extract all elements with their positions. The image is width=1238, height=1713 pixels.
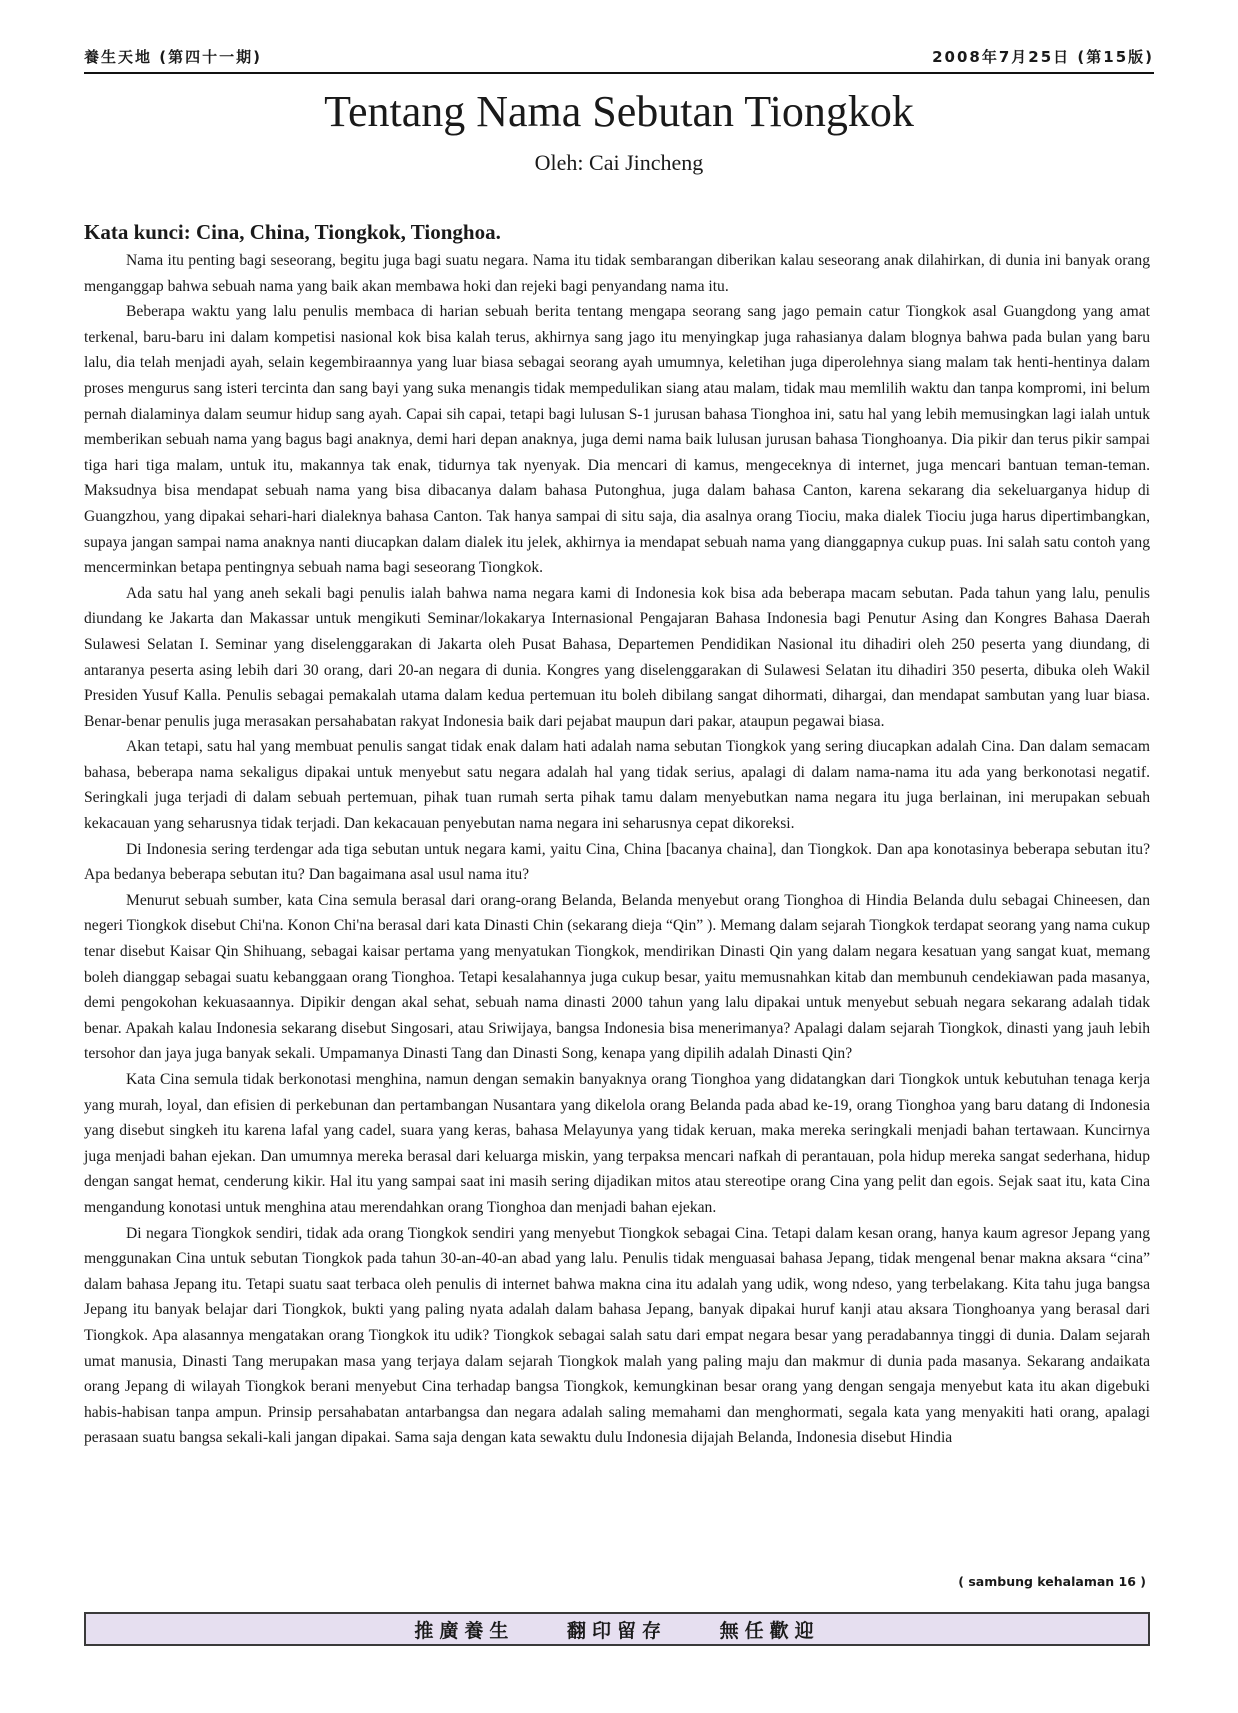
paragraph: Ada satu hal yang aneh sekali bagi penulis ialah bahwa nama negara kami di Indonesia kok bisa ada beberapa macam sebutan. Pada tahun yang lalu, penulis diundang ke Jakarta dan Makassar untuk mengikuti Seminar/lokakarya Internasional Pengajaran Bahasa Indonesia bagi Penutur Asing dan Kongres Bahasa Daerah Sulawesi Selatan I. Seminar yang diselenggarakan di Jakarta oleh Pusat Bahasa, Departemen Pendidikan Nasional itu dihadiri oleh 250 peserta yang diundang, di antaranya peserta asing lebih dari 30 orang, dari 20-an negara di dunia. Kongres yang diselenggarakan di Sulawesi Selatan itu dihadiri 350 peserta, dibuka oleh Wakil Presiden Yusuf Kalla. Penulis sebagai pemakalah utama dalam kedua pertemuan itu boleh dibilang sangat dihormati, dihargai, dan mendapat sambutan yang luar biasa. Benar-benar penulis juga merasakan persahabatan rakyat Indonesia baik dari pejabat maupun dari pakar, ataupun pegawai biasa.: [84, 584, 1150, 730]
article-body: [84, 218, 1150, 1451]
publication-date: 2008年7月25日 (第15版): [932, 48, 1154, 66]
article-title: Tentang Nama Sebutan Tiongkok: [324, 87, 914, 136]
paragraph: Akan tetapi, satu hal yang membuat penulis sangat tidak enak dalam hati adalah nama sebutan Tiongkok yang sering diucapkan adalah Cina. Dan dalam semacam bahasa, beberapa nama sekaligus dipakai untuk menyebut satu negara adalah hal yang tidak serius, apalagi di dalam nama-nama itu ada yang berkonotasi negatif. Seringkali juga terjadi di dalam sebuah pertemuan, pihak tuan rumah serta pihak tamu dalam menyebutkan nama negara itu juga berlainan, ini merupakan sebuah kekacauan yang seharusnya tidak terjadi. Dan kekacauan penyebutan nama negara ini seharusnya cepat dikoreksi.: [84, 738, 1150, 833]
page-header: [84, 42, 1154, 74]
paragraph: Beberapa waktu yang lalu penulis membaca di harian sebuah berita tentang mengapa seorang sang jago pemain catur Tiongkok asal Guangdong yang amat terkenal, baru-baru ini dalam kompetisi nasional kok bisa kalah terus, akhirnya sang jago itu menyingkap juga rahasianya dalam blognya bahwa pada bulan yang baru lalu, dia telah menjadi ayah, selain kegembiraannya yang luar biasa sebagai seorang ayah umumnya, keletihan juga diperolehnya siang malam tak henti-hentinya dalam proses mengurus sang isteri tercinta dan sang bayi yang suka menangis tidak mempedulikan siang atau malam, tidak mau memlilih waktu dan tanpa kompromi, ini belum pernah dialaminya dalam seumur hidup sang ayah. Capai sih capai, tetapi bagi lulusan S-1 jurusan bahasa Tionghoa ini, satu hal yang lebih memusingkan lagi ialah untuk memberikan sebuah nama yang bagus bagi anaknya, demi hari depan anaknya, juga demi nama baik lulusan jurusan bahasa Tionghoanya. Dia pikir dan terus pikir sampai tiga hari tiga malam, untuk itu, makannya tak enak, tidurnya tak nyenyak. Dia mencari di kamus, mengeceknya di internet, juga mencari bantuan teman-teman. Maksudnya bisa mendapat sebuah nama yang bisa dibacanya dalam bahasa Putonghua, juga dalam bahasa Canton, karena sekarang dia sekeluarganya hidup di Guangzhou, yang dipakai sehari-hari dialeknya bahasa Canton. Tak hanya sampai di situ saja, dia asalnya orang Tiociu, maka dialek Tiociu juga harus dipertimbangkan, supaya jangan sampai nama anaknya nanti diucapkan dalam dialek itu jelek, akhirnya ia mendapat sebuah nama yang dianggapnya cukup puas. Ini salah satu contoh yang mencerminkan betapa pentingnya sebuah nama bagi seseorang Tiongkok.: [84, 303, 1150, 577]
paragraph: Kata Cina semula tidak berkonotasi menghina, namun dengan semakin banyaknya orang Tionghoa yang didatangkan dari Tiongkok untuk kebutuhan tenaga kerja yang murah, loyal, dan efisien di perkebunan dan pertambangan Nusantara yang dikelola orang Belanda pada abad ke-19, orang Tionghoa yang baru datang di Indonesia yang disebut singkeh itu karena lafal yang cadel, suara yang keras, bahasa Melayunya yang tidak keruan, maka mereka seringkali menjadi bahan tertawaan. Kuncirnya juga menjadi bahan ejekan. Dan umumnya mereka berasal dari keluarga miskin, yang terpaksa mencari nafkah di perantauan, pola hidup mereka sangat sederhana, hidup dengan sangat hemat, cenderung kikir. Hal itu yang sampai saat ini masih sering dijadikan mitos atau stereotipe orang Cina yang pelit dan egois. Sejak saat itu, kata Cina mengandung konotasi untuk menghina atau merendahkan orang Tionghoa dan menjadi bahan ejekan.: [84, 1071, 1150, 1216]
paragraph: Menurut sebuah sumber, kata Cina semula berasal dari orang-orang Belanda, Belanda menyebut orang Tionghoa di Hindia Belanda dulu sebagai Chineesen, dan negeri Tiongkok disebut Chi'na. Konon Chi'na berasal dari kata Dinasti Chin (sekarang dieja “Qin” ). Memang dalam sejarah Tiongkok terdapat seorang yang nama cukup tenar disebut Kaisar Qin Shihuang, sebagai kaisar pertama yang menyatukan Tiongkok, mendirikan Dinasti Qin yang dalam negara kesatuan yang sangat kuat, memang boleh dianggap sebagai suatu kebanggaan orang Tionghoa. Tetapi kesalahannya juga cukup besar, yaitu memusnahkan kitab dan membunuh cendekiawan pada masanya, demi pengokohan kekuasaannya. Dipikir dengan akal sehat, sebuah nama dinasti 2000 tahun yang lalu dipakai untuk menyebut sebuah negara sekarang adalah tidak benar. Apakah kalau Indonesia sekarang disebut Singosari, atau Sriwijaya, bangsa Indonesia bisa menerimanya? Apalagi dalam sejarah Tiongkok, dinasti yang jauh lebih tersohor dan jaya juga banyak sekali. Umpamanya Dinasti Tang dan Dinasti Song, kenapa yang dipilih adalah Dinasti Qin?: [84, 891, 1150, 1063]
footer-banner: 推廣養生 翻印留存 無任歡迎: [84, 1612, 1150, 1646]
paragraph: Nama itu penting bagi seseorang, begitu juga bagi suatu negara. Nama itu tidak sembarangan diberikan kalau seseorang anak dilahirkan, di dunia ini banyak orang menganggap bahwa sebuah nama yang baik akan membawa hoki dan rejeki bagi penyandang nama itu.: [84, 252, 1150, 295]
article-keywords: Kata kunci: Cina, China, Tiongkok, Tionghoa.: [84, 220, 501, 244]
paragraph: Di Indonesia sering terdengar ada tiga sebutan untuk negara kami, yaitu Cina, China [bacanya chaina], dan Tiongkok. Dan apa konotasinya beberapa sebutan itu? Apa bedanya beberapa sebutan itu? Dan bagaimana asal usul nama itu?: [84, 840, 1150, 884]
publication-name: 養生天地 (第四十一期): [84, 48, 262, 66]
paragraph: Di negara Tiongkok sendiri, tidak ada orang Tiongkok sendiri yang menyebut Tiongkok sebagai Cina. Tetapi dalam kesan orang, hanya kaum agresor Jepang yang menggunakan Cina untuk sebutan Tiongkok pada tahun 30-an-40-an abad yang lalu. Penulis tidak menguasai bahasa Jepang, tidak mengenal benar makna aksara “cina” dalam bahasa Jepang itu. Tetapi suatu saat terbaca oleh penulis di internet bahwa makna cina itu adalah yang udik, wong ndeso, yang terbelakang. Kita tahu juga bangsa Jepang itu banyak belajar dari Tiongkok, bukti yang paling nyata adalah dalam bahasa Jepang, banyak dipakai huruf kanji atau aksara Tionghoanya yang berasal dari Tiongkok. Apa alasannya mengatakan orang Tiongkok itu udik? Tiongkok sebagai salah satu dari empat negara besar yang peradabannya tinggi di dunia. Dalam sejarah umat manusia, Dinasti Tang merupakan masa yang terjaya dalam sejarah Tiongkok malah yang paling maju dan makmur di dunia pada masanya. Sekarang andaikata orang Jepang di wilayah Tiongkok berani menyebut Cina terhadap bangsa Tiongkok, kemungkinan besar orang yang dengan sengaja menyebut kata itu akan digebuki habis-habisan tanpa ampun. Prinsip persahabatan antarbangsa dan negara adalah saling memahami dan menghormati, segala kata yang menyakiti hati orang, apalagi perasaan suatu bangsa sekali-kali jangan dipakai. Sama saja dengan kata sewaktu dulu Indonesia dijajah Belanda, Indonesia disebut Hindia: [84, 1224, 1150, 1447]
article-byline: Oleh: Cai Jincheng: [534, 150, 704, 175]
continuation-note: ( sambung kehalaman 16 ): [958, 1574, 1146, 1589]
